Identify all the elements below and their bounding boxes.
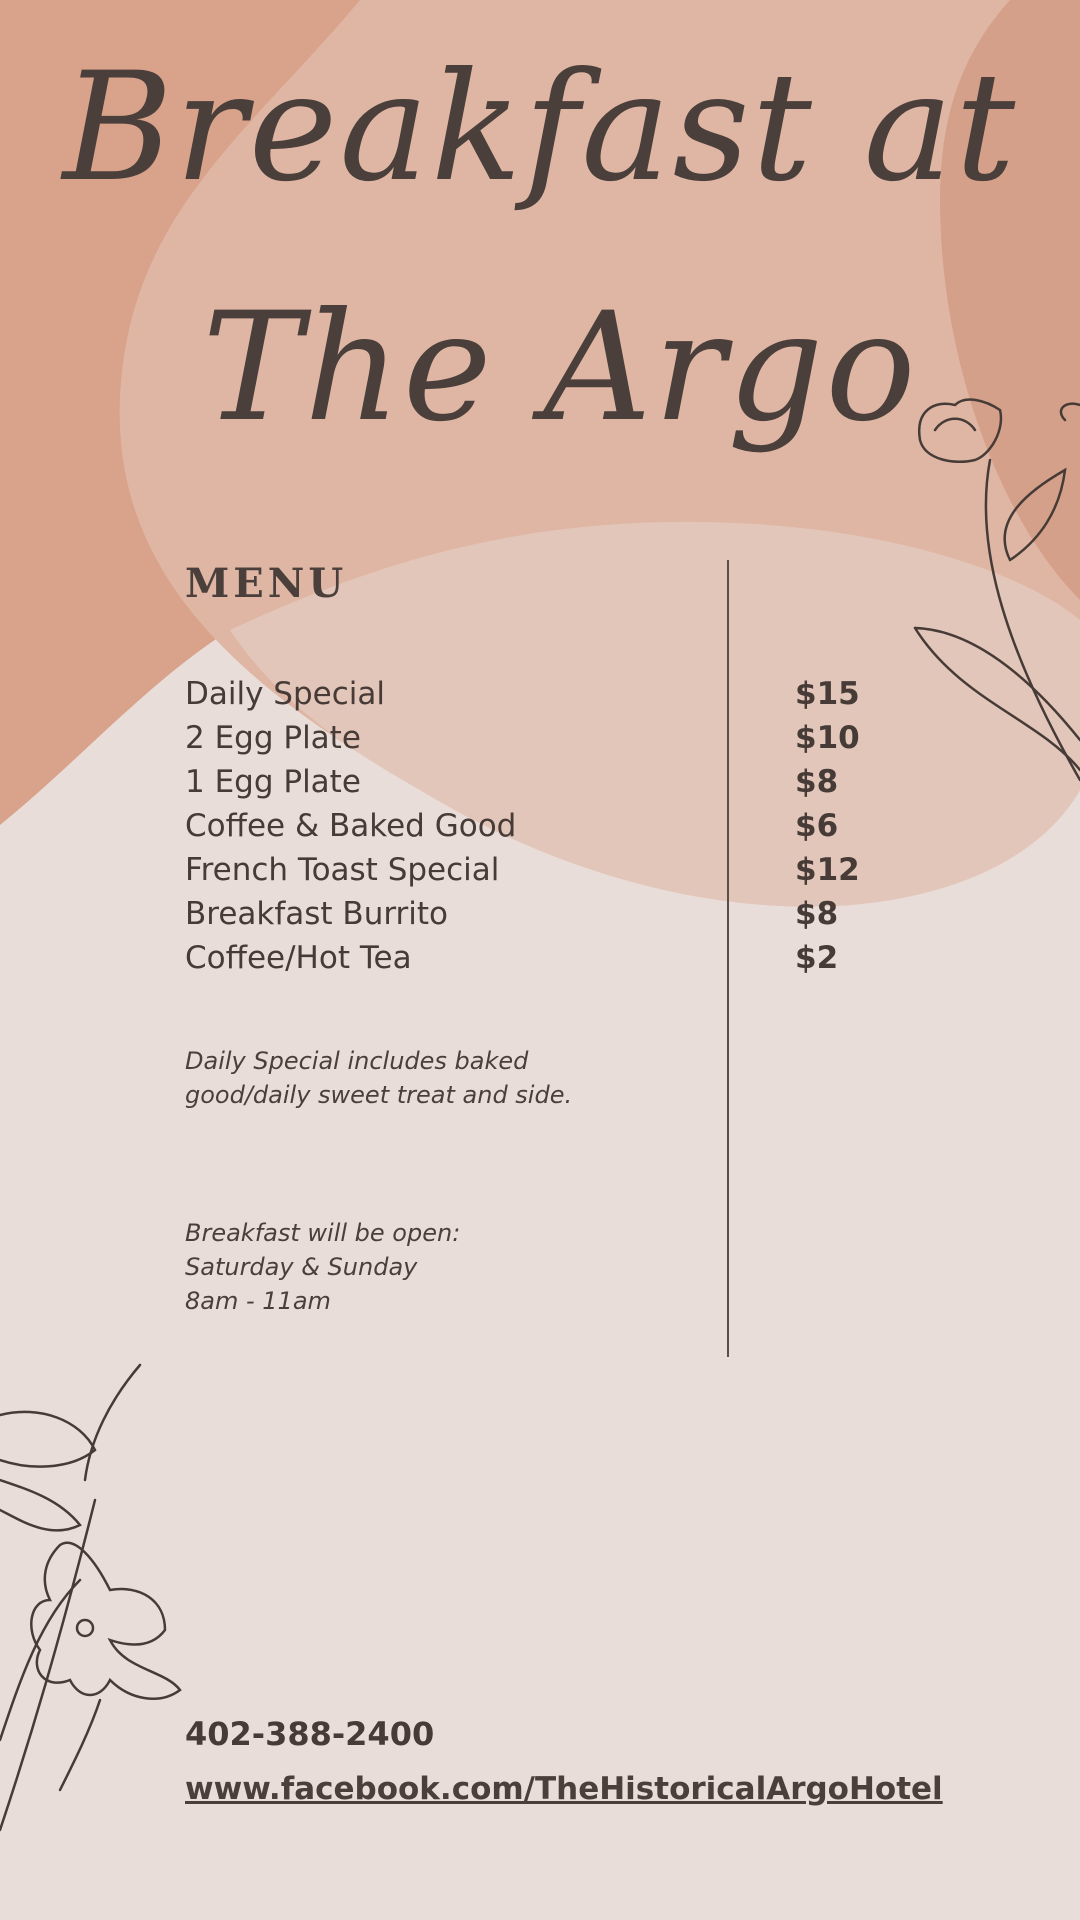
item-name: Breakfast Burrito — [185, 896, 449, 932]
title-line-1: Breakfast at — [62, 41, 1018, 215]
item-name: Coffee & Baked Good — [185, 808, 517, 844]
menu-item — [185, 848, 885, 892]
menu-item — [185, 892, 885, 936]
hours-line: Saturday & Sunday — [185, 1253, 418, 1281]
item-price: $8 — [795, 764, 839, 800]
title-line-2: The Argo — [202, 281, 918, 455]
hours-line: Breakfast will be open: — [185, 1219, 461, 1247]
menu-item — [185, 760, 885, 804]
phone-number: 402-388-2400 — [185, 1715, 435, 1753]
menu-items-list — [185, 672, 885, 980]
menu-heading: MENU — [185, 560, 348, 607]
opening-hours — [185, 1216, 460, 1318]
note-line: good/daily sweet treat and side. — [185, 1081, 573, 1109]
item-price: $10 — [795, 720, 860, 756]
flower-bottom-left-icon — [0, 1365, 180, 1830]
item-price: $15 — [795, 676, 860, 712]
item-price: $6 — [795, 808, 839, 844]
item-name: Coffee/Hot Tea — [185, 940, 412, 976]
hours-line: 8am - 11am — [185, 1287, 331, 1315]
item-name: 2 Egg Plate — [185, 720, 361, 756]
item-price: $12 — [795, 852, 860, 888]
item-price: $8 — [795, 896, 839, 932]
menu-item — [185, 716, 885, 760]
note-line: Daily Special includes baked — [185, 1047, 529, 1075]
item-name: Daily Special — [185, 676, 385, 712]
menu-item — [185, 804, 885, 848]
menu-item — [185, 672, 885, 716]
item-name: French Toast Special — [185, 852, 500, 888]
item-name: 1 Egg Plate — [185, 764, 361, 800]
daily-special-note — [185, 1044, 572, 1112]
menu-item — [185, 936, 885, 980]
item-price: $2 — [795, 940, 839, 976]
facebook-link[interactable]: www.facebook.com/TheHistoricalArgoHotel — [185, 1771, 943, 1807]
